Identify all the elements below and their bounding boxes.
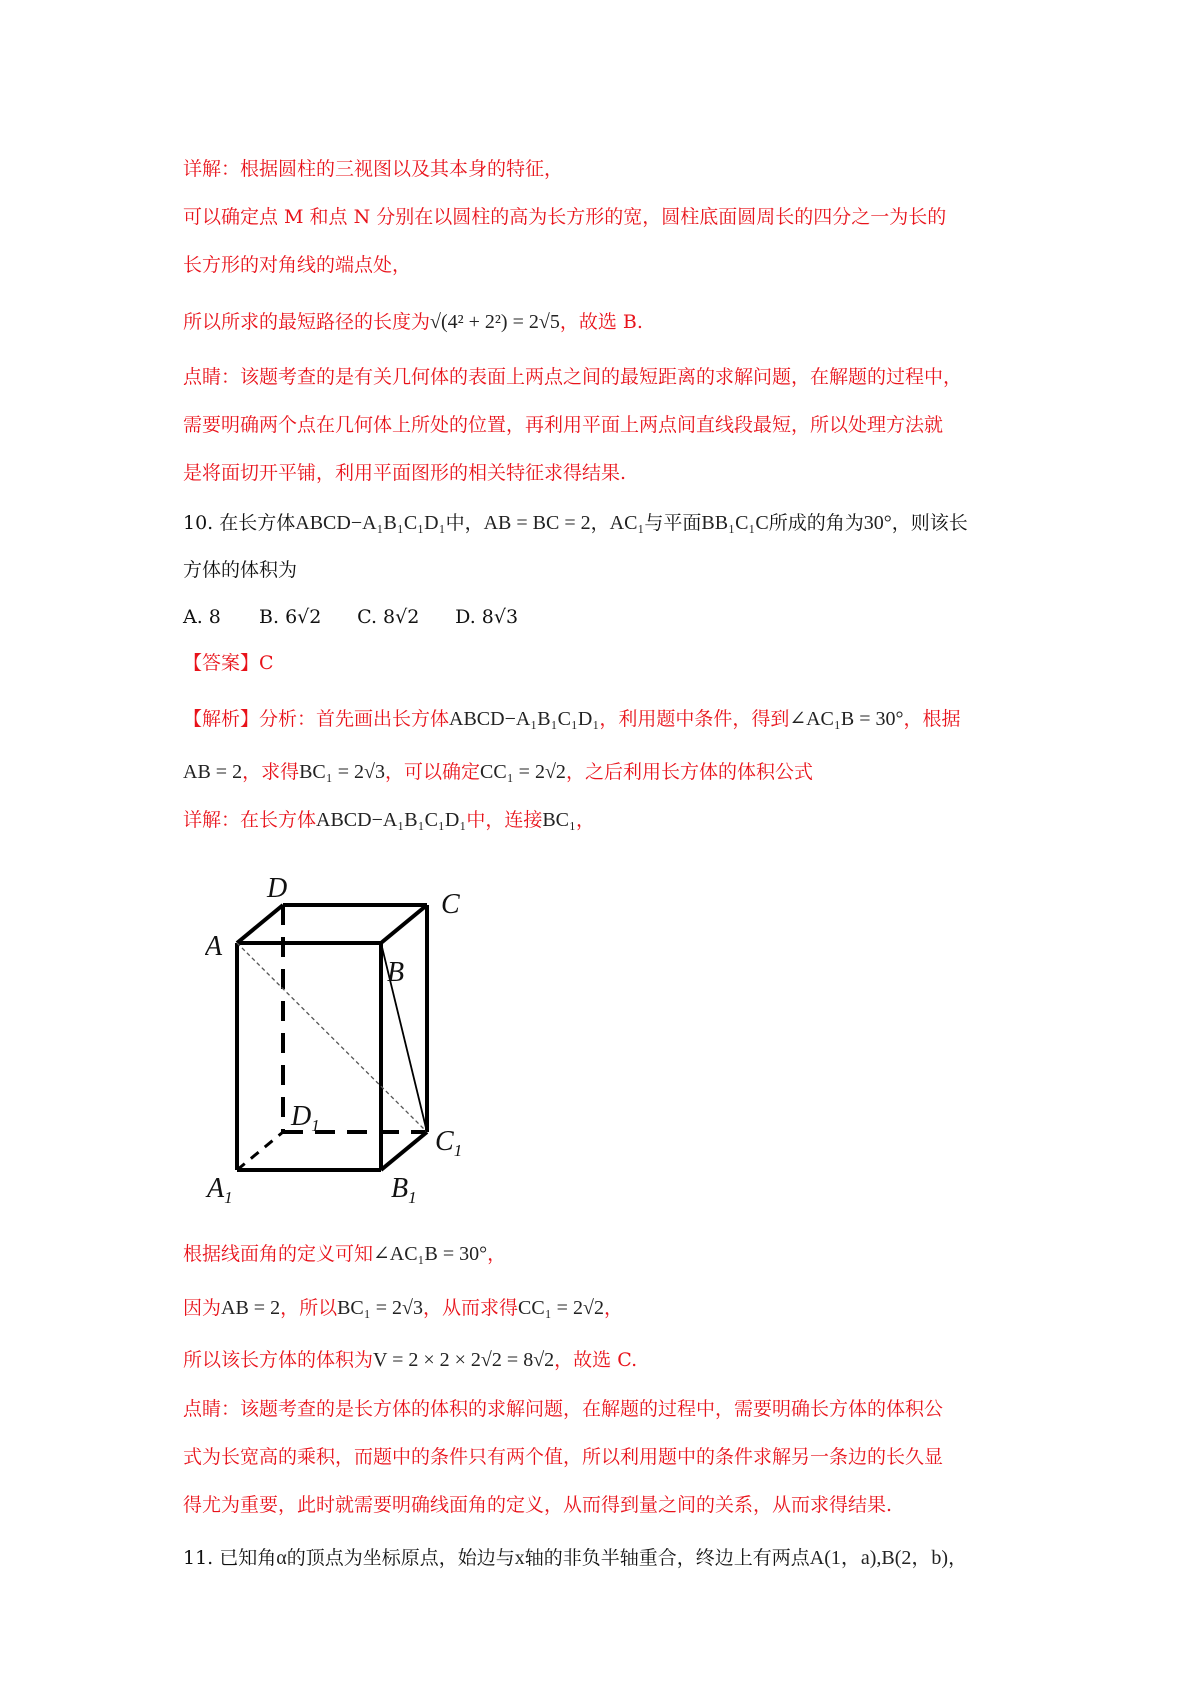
result-line-1: 根据线面角的定义可知∠AC₁B = 30°， — [183, 1243, 507, 1265]
option-c: C. 8√2 — [357, 606, 420, 628]
remark-line-3: 是将面切开平铺，利用平面图形的相关特征求得结果. — [183, 462, 627, 484]
result-line-2: 因为AB = 2，所以BC₁ = 2√3，从而求得CC₁ = 2√2， — [183, 1297, 623, 1319]
solution-line-2: 可以确定点 M 和点 N 分别在以圆柱的高为长方形的宽，圆柱底面圆周长的四分之一为长的 — [183, 206, 947, 228]
cuboid-diagram — [205, 875, 475, 1210]
option-a: A. 8 — [183, 606, 221, 628]
result-line-3: 所以该长方体的体积为V = 2 × 2 × 2√2 = 8√2，故选 C. — [183, 1349, 638, 1371]
label-b1: $B_1$ — [391, 1173, 417, 1207]
answer-line: 【答案】C — [183, 652, 274, 674]
solution-line-3: 长方形的对角线的端点处， — [183, 254, 412, 276]
question-10-line-1: 10. 在长方体ABCD−A₁B₁C₁D₁中，AB = BC = 2，AC₁与平面BB₁C₁C所成的角为30°，则该长 — [183, 512, 968, 534]
solution-line-4: 所以所求的最短路径的长度为√(4² + 2²) = 2√5，故选 B. — [183, 311, 643, 333]
analysis-line-2: AB = 2，求得BC₁ = 2√3，可以确定CC₁ = 2√2，之后利用长方体的体积公式 — [183, 761, 813, 783]
remark-line-1: 点睛：该题考查的是有关几何体的表面上两点之间的最短距离的求解问题，在解题的过程中， — [183, 366, 963, 388]
detail-line-1: 详解：在长方体ABCD−A₁B₁C₁D₁中，连接BC₁， — [183, 809, 596, 831]
option-d: D. 8√3 — [455, 606, 519, 628]
comment-line-2: 式为长宽高的乘积，而题中的条件只有两个值，所以利用题中的条件求解另一条边的长久显 — [183, 1446, 944, 1468]
question-11-line-1: 11. 已知角α的顶点为坐标原点，始边与x轴的非负半轴重合，终边上有两点A(1，a),B(2，b)， — [183, 1547, 968, 1569]
label-d: D — [267, 875, 288, 904]
comment-line-1: 点睛：该题考查的是长方体的体积的求解问题，在解题的过程中，需要明确长方体的体积公 — [183, 1398, 944, 1420]
label-a1: $A_1$ — [207, 1173, 233, 1207]
label-c: C — [441, 889, 460, 920]
label-c1: $C_1$ — [435, 1126, 463, 1160]
label-b: B — [387, 957, 405, 988]
comment-line-3: 得尤为重要，此时就需要明确线面角的定义，从而得到量之间的关系，从而求得结果. — [183, 1494, 893, 1516]
remark-line-2: 需要明确两个点在几何体上所处的位置，再利用平面上两点间直线段最短，所以处理方法就 — [183, 414, 944, 436]
solution-line-1: 详解：根据圆柱的三视图以及其本身的特征， — [183, 158, 564, 180]
option-b: B. 6√2 — [259, 606, 322, 628]
label-a: A — [205, 931, 223, 962]
formula: √(4² + 2²) = 2√5 — [430, 311, 560, 333]
question-10-line-2: 方体的体积为 — [183, 559, 298, 581]
options-row — [183, 606, 547, 629]
analysis-line-1: 【解析】分析：首先画出长方体ABCD−A₁B₁C₁D₁，利用题中条件，得到∠AC₁B = 30°，根据 — [183, 708, 961, 730]
cuboid-figure — [205, 875, 475, 1214]
label-d1: $D_1$ — [291, 1101, 320, 1135]
